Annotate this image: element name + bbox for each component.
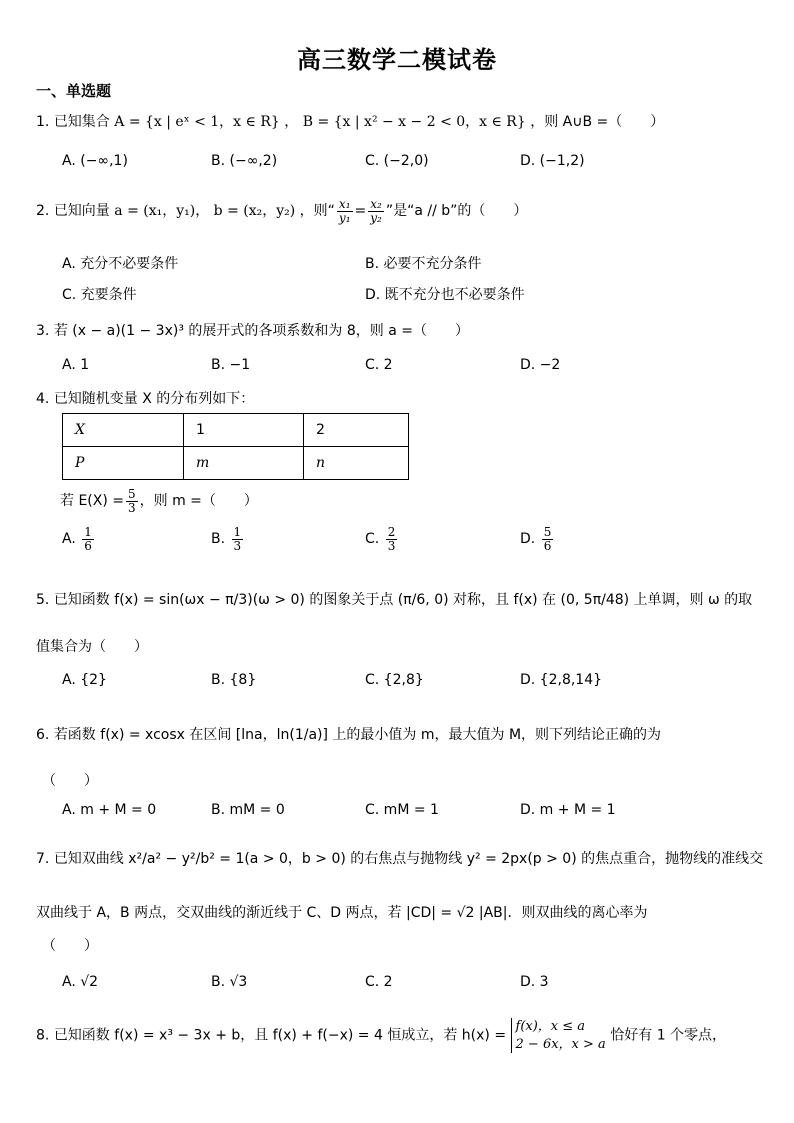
question-text: 恰好有 1 个零点， [610,1027,727,1044]
question-1 [36,111,664,131]
option-d: D. $\frac{5}{6}$ [520,525,552,553]
question-text: 已知函数 f(x) = sin(ωx − π/3)(ω > 0) 的图象关于点 (π/6, 0) 对称，且 f(x) 在 (0, 5π/48) 上单调，则 ω 的取 [53,592,753,608]
option-a: A. (−∞,1) [62,153,128,169]
option-d: D. m + M = 1 [520,802,616,818]
question-text: ，则“ [299,203,335,220]
fraction: $\frac{\text{x₂}}{\text{y₂}}$ [370,197,382,225]
table-cell: m [184,447,304,480]
question-number: 7. [36,851,50,867]
table-cell: X [63,414,184,447]
option-c: C. $\frac{2}{3}$ [365,525,396,553]
question-7-line3: （ ） [42,938,98,954]
option-c: C. 充要条件 [62,287,137,303]
question-6 [36,724,661,744]
option-c: C. {2,8} [365,672,424,688]
table-cell: n [304,447,409,480]
option-c: C. 2 [365,357,393,373]
question-number: 5. [36,592,50,608]
page-title: 高三数学二模试卷 [297,46,497,74]
question-2: 2. 已知向量 a = (x₁，y₁)， b = (x₂，y₂) ，则“ $\frac{\text{x₁}}{\text{y₁}}$ = $\frac{\text{x₂}}{\text{y₂}}$ ”是“a // b”的（ ） [36,197,528,225]
question-number: 8. [36,1027,50,1044]
question-text: 已知双曲线 x²/a² − y²/b² = 1(a > 0，b > 0) 的右焦点与抛物线 y² = 2px(p > 0) 的焦点重合，抛物线的准线交 [53,851,764,867]
question-text: ”是“a // b”的（ ） [385,203,528,220]
table-cell: 2 [304,414,409,447]
option-b: B. (−∞,2) [211,153,278,169]
vector-a: a = (x₁，y₁) [114,203,196,220]
question-7-line2: 双曲线于 A，B 两点，交双曲线的渐近线于 C、D 两点，若 |CD| = √2 |AB|．则双曲线的离心率为 [36,905,648,921]
section-heading: 一、单选题 [36,82,112,100]
separator: ， [284,114,299,130]
option-d: D. (−1,2) [520,153,585,169]
question-number: 2. [36,203,50,220]
question-4-condition [60,488,258,514]
question-text: 已知集合 [53,114,110,130]
option-b: B. $\frac{1}{3}$ [211,525,242,553]
option-b: B. 必要不充分条件 [365,256,482,272]
option-d: D. 既不充分也不必要条件 [365,287,525,303]
question-text: 已知函数 f(x) = x³ − 3x + b，且 f(x) + f(−x) = 4 恒成立，若 h(x) = [53,1027,507,1044]
option-d: D. {2,8,14} [520,672,603,688]
set-a: A = {x | eˣ < 1，x ∈ R} [114,114,280,130]
question-5 [36,589,752,609]
question-text: 若函数 f(x) = xcosx 在区间 [lna，ln(1/a)] 上的最小值为 m，最大值为 M，则下列结论正确的为 [53,727,662,743]
condition-text: 若 E(X) = [60,493,124,510]
question-text: ，则 A∪B =（ ） [530,114,665,130]
option-c: C. 2 [365,974,393,990]
option-b: B. −1 [211,357,251,373]
option-a: A. 充分不必要条件 [62,256,179,272]
table-row [63,414,409,447]
piecewise-function: f(x)，x ≤ a 2 − 6x，x > a [511,1018,606,1053]
distribution-table [62,413,409,480]
question-6-line2: （ ） [42,773,98,789]
fraction: $\frac{\text{x₁}}{\text{y₁}}$ [338,197,351,225]
option-d: D. 3 [520,974,549,990]
condition-text: ，则 m =（ ） [139,493,258,510]
option-c: C. mM = 1 [365,802,439,818]
table-cell: P [63,447,184,480]
table-cell: 1 [184,414,304,447]
option-a: A. $\frac{1}{6}$ [62,525,92,553]
table-row [63,447,409,480]
question-text: 已知随机变量 X 的分布列如下： [53,391,255,407]
set-b: B = {x | x² − x − 2 < 0，x ∈ R} [302,114,526,130]
question-text: 若 (x − a)(1 − 3x)³ 的展开式的各项系数和为 8，则 a =（ ） [53,323,469,339]
question-7 [36,848,763,868]
fraction: $\frac{5}{3}$ [128,487,136,515]
question-4 [36,388,254,408]
option-a: A. √2 [62,974,99,990]
question-number: 1. [36,114,50,130]
question-3 [36,320,469,340]
option-d: D. −2 [520,357,561,373]
option-b: B. {8} [211,672,257,688]
option-b: B. mM = 0 [211,802,285,818]
question-number: 3. [36,323,50,339]
question-number: 6. [36,727,50,743]
question-8 [36,1018,726,1053]
question-text: 已知向量 [53,203,110,220]
vector-b: b = (x₂，y₂) [213,203,296,220]
option-a: A. m + M = 0 [62,802,157,818]
question-5-line2: 值集合为（ ） [36,639,148,655]
option-a: A. {2} [62,672,107,688]
question-number: 4. [36,391,50,407]
option-c: C. (−2,0) [365,153,429,169]
option-b: B. √3 [211,974,248,990]
option-a: A. 1 [62,357,90,373]
